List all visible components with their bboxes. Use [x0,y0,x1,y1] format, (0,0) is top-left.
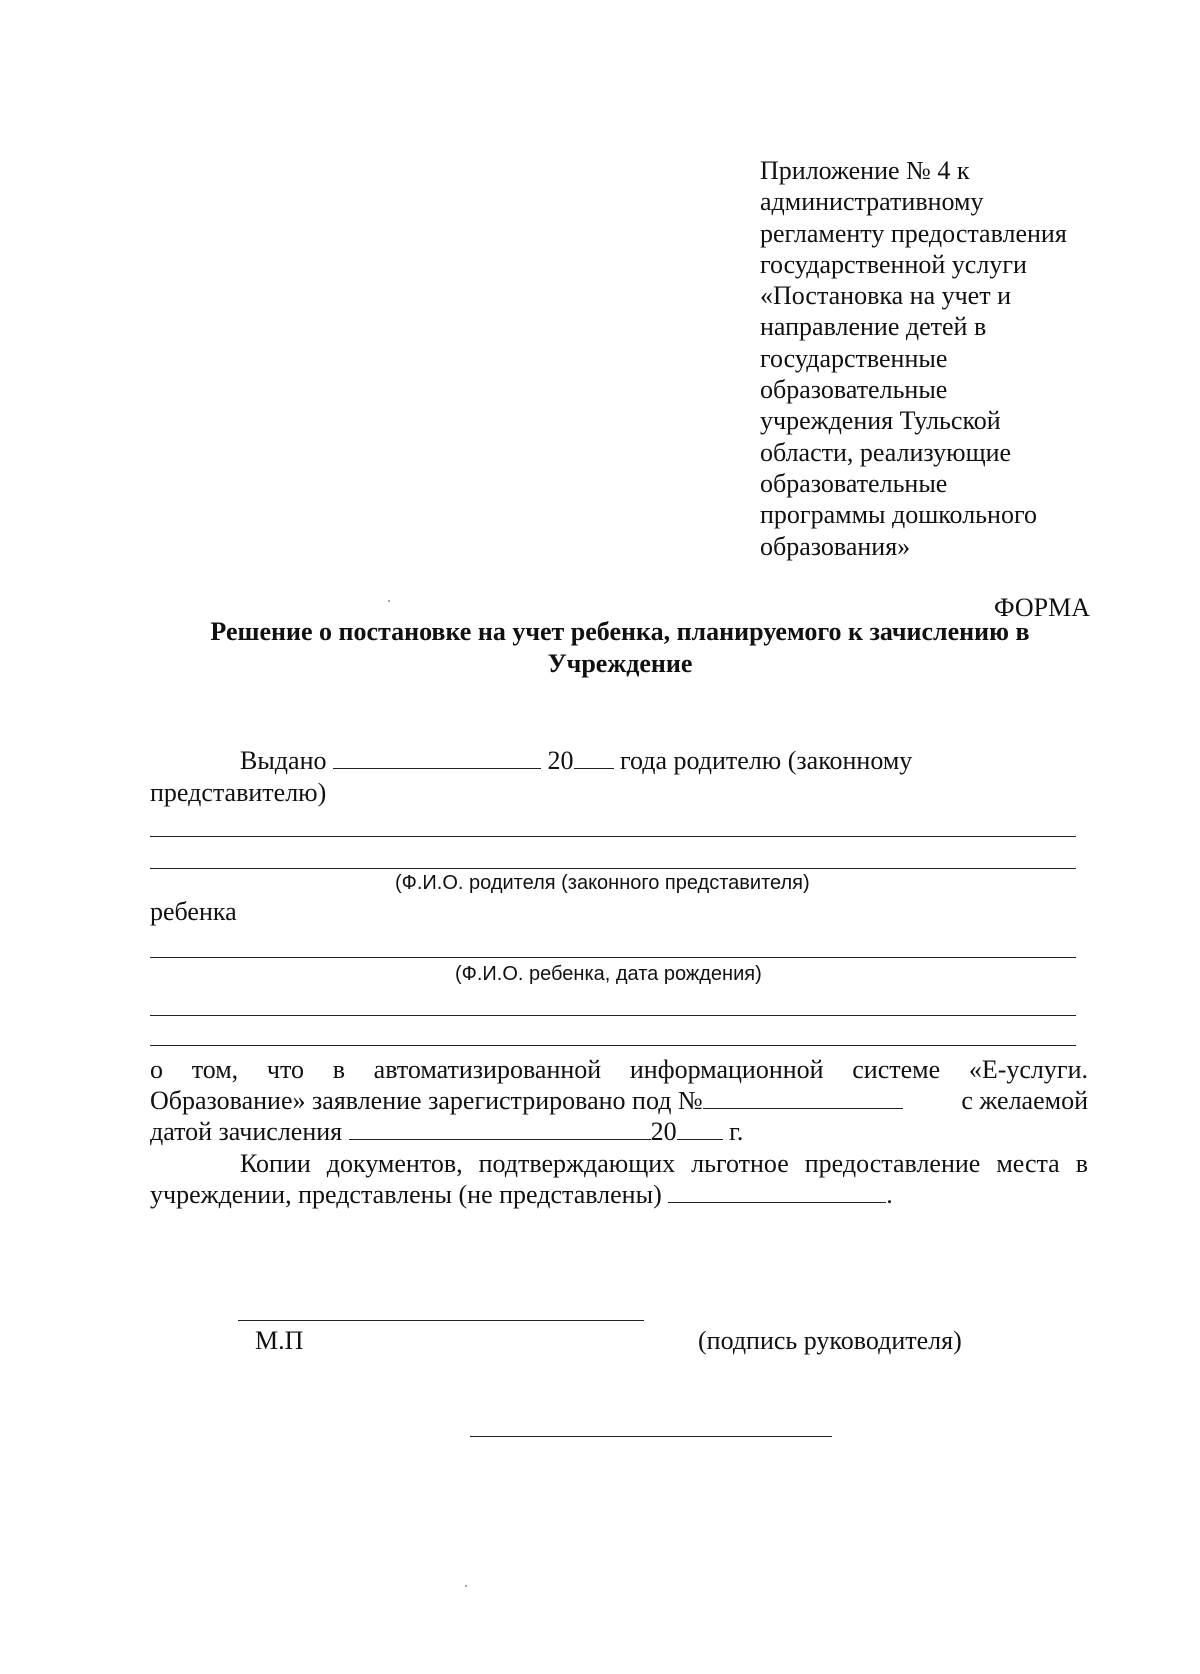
child-label: ребенка [150,897,237,926]
registration-line [150,1085,1088,1116]
desired-text: с желаемой [961,1086,1088,1115]
issued-rest: года родителю (законному [620,746,913,775]
date-suffix: г. [729,1117,744,1146]
appendix-line: области, реализующие [760,437,1012,467]
scan-speck [388,600,390,602]
enrollment-date-blank[interactable] [349,1117,651,1140]
issued-year-prefix: 20 [547,746,574,775]
parent-name-line[interactable] [150,868,1076,869]
appendix-line: образовательные [760,468,948,498]
signature-line[interactable] [470,1436,832,1437]
issued-continuation: представителю) [150,778,327,807]
appendix-line: образования» [760,531,911,561]
appendix-line: государственные [760,343,948,373]
parent-name-line[interactable] [150,836,1076,837]
child-extra-line[interactable] [150,1045,1076,1046]
form-label: ФОРМА [994,593,1090,622]
appendix-line: учреждения Тульской [760,406,1001,436]
appendix-block [760,155,1067,562]
issued-year-blank[interactable] [574,746,614,769]
enrollment-year-blank[interactable] [677,1117,723,1140]
document-title [150,616,1090,680]
scan-speck [465,1585,467,1587]
registration-number-blank[interactable] [703,1086,903,1109]
child-extra-line[interactable] [150,1015,1076,1016]
appendix-line: направление детей в [760,312,987,342]
appendix-line: Приложение № 4 к [760,156,970,185]
issued-word: Выдано [240,746,327,775]
appendix-line: «Постановка на учет и [760,281,1011,311]
appendix-line: государственной услуги [760,249,1027,279]
document-title-line: Учреждение [547,649,693,678]
registration-text: Образование» заявление зарегистрировано под № [150,1086,703,1115]
child-caption: (Ф.И.О. ребенка, дата рождения) [455,963,762,985]
child-name-line[interactable] [150,957,1076,958]
stamp-label: М.П [255,1326,304,1355]
document-title-line: Решение о постановке на учет ребенка, планируемого к зачислению в [210,617,1030,646]
copies-text: Копии документов, подтверждающих льготное предоставление места в [240,1149,1088,1178]
appendix-line: образовательные [760,375,948,405]
stamp-line[interactable] [238,1320,644,1321]
parent-caption: (Ф.И.О. родителя (законного представителя) [395,872,810,894]
appendix-line: регламенту предоставления [760,218,1067,248]
system-line: о том, что в автоматизированной информационной системе «Е-услуги. [150,1055,1088,1084]
date-year-prefix: 20 [650,1117,677,1146]
copies-end: . [886,1180,893,1209]
signature-caption: (подпись руководителя) [698,1326,962,1355]
copies-status-blank[interactable] [668,1180,886,1203]
appendix-line: программы дошкольного [760,500,1037,530]
issued-line [240,745,912,776]
appendix-line: административному [760,187,984,217]
copies-line-2 [150,1179,893,1210]
date-label: датой зачисления [150,1117,343,1146]
issued-date-blank[interactable] [333,746,541,769]
copies-text: учреждении, представлены (не представлены) [150,1180,662,1209]
enrollment-date-line [150,1116,743,1147]
